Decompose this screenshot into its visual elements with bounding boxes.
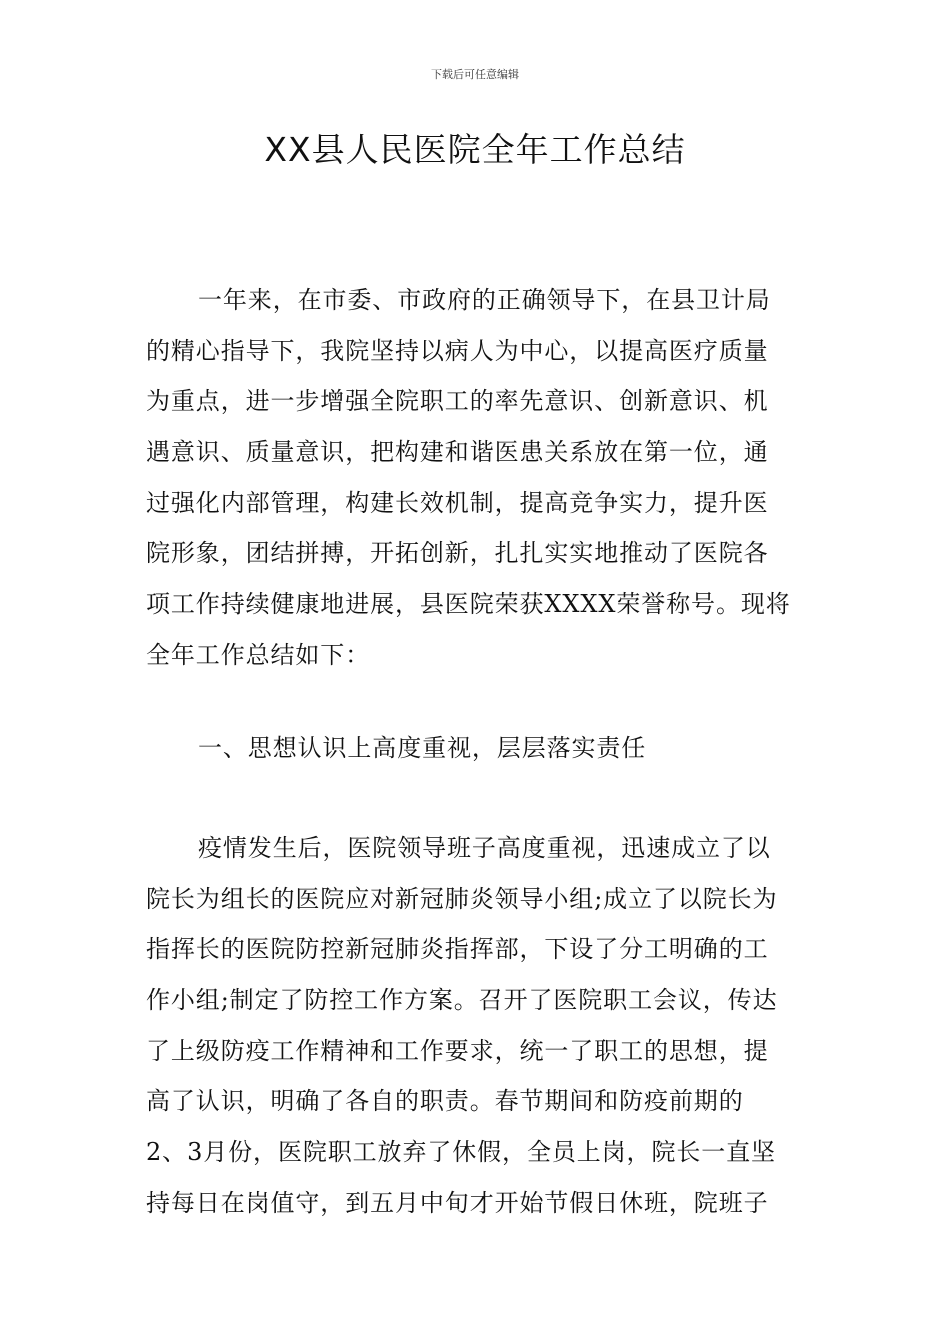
section-paragraph bbox=[146, 823, 812, 1229]
section-heading bbox=[146, 723, 812, 774]
paragraph-line: 全年工作总结如下： bbox=[146, 640, 371, 669]
paragraph-line: 过强化内部管理，构建长效机制，提高竞争实力，提升医 bbox=[146, 488, 769, 517]
section-heading-text: 一、思想认识上高度重视，层层落实责任 bbox=[198, 734, 647, 762]
header-note: 下载后可任意编辑 bbox=[431, 68, 519, 81]
intro-paragraph bbox=[146, 275, 812, 681]
paragraph-line: 院形象，团结拼搏，开拓创新，扎扎实实地推动了医院各 bbox=[146, 539, 769, 568]
paragraph-line: 2、3月份，医院职工放弃了休假，全员上岗，院长一直坚 bbox=[146, 1138, 776, 1167]
paragraph-line: 项工作持续健康地进展，县医院荣获XXXX荣誉称号。现将 bbox=[146, 590, 791, 619]
paragraph-line: 院长为组长的医院应对新冠肺炎领导小组;成立了以院长为 bbox=[146, 884, 778, 913]
paragraph-line: 了上级防疫工作精神和工作要求，统一了职工的思想，提 bbox=[146, 1036, 769, 1065]
paragraph-line: 作小组;制定了防控工作方案。召开了医院职工会议，传达 bbox=[146, 986, 778, 1015]
paragraph-line: 的精心指导下，我院坚持以病人为中心，以提高医疗质量 bbox=[146, 336, 769, 365]
paragraph-line: 疫情发生后，医院领导班子高度重视，迅速成立了以 bbox=[198, 834, 771, 862]
document-title: XX县人民医院全年工作总结 bbox=[264, 130, 686, 169]
paragraph-line: 持每日在岗值守，到五月中旬才开始节假日休班，院班子 bbox=[146, 1188, 769, 1217]
paragraph-line: 一年来，在市委、市政府的正确领导下，在县卫计局 bbox=[198, 286, 771, 314]
paragraph-line: 高了认识，明确了各自的职责。春节期间和防疫前期的 bbox=[146, 1087, 744, 1116]
paragraph-line: 为重点，进一步增强全院职工的率先意识、创新意识、机 bbox=[146, 387, 769, 416]
paragraph-line: 指挥长的医院防控新冠肺炎指挥部，下设了分工明确的工 bbox=[146, 935, 769, 964]
paragraph-line: 遇意识、质量意识，把构建和谐医患关系放在第一位，通 bbox=[146, 438, 769, 467]
